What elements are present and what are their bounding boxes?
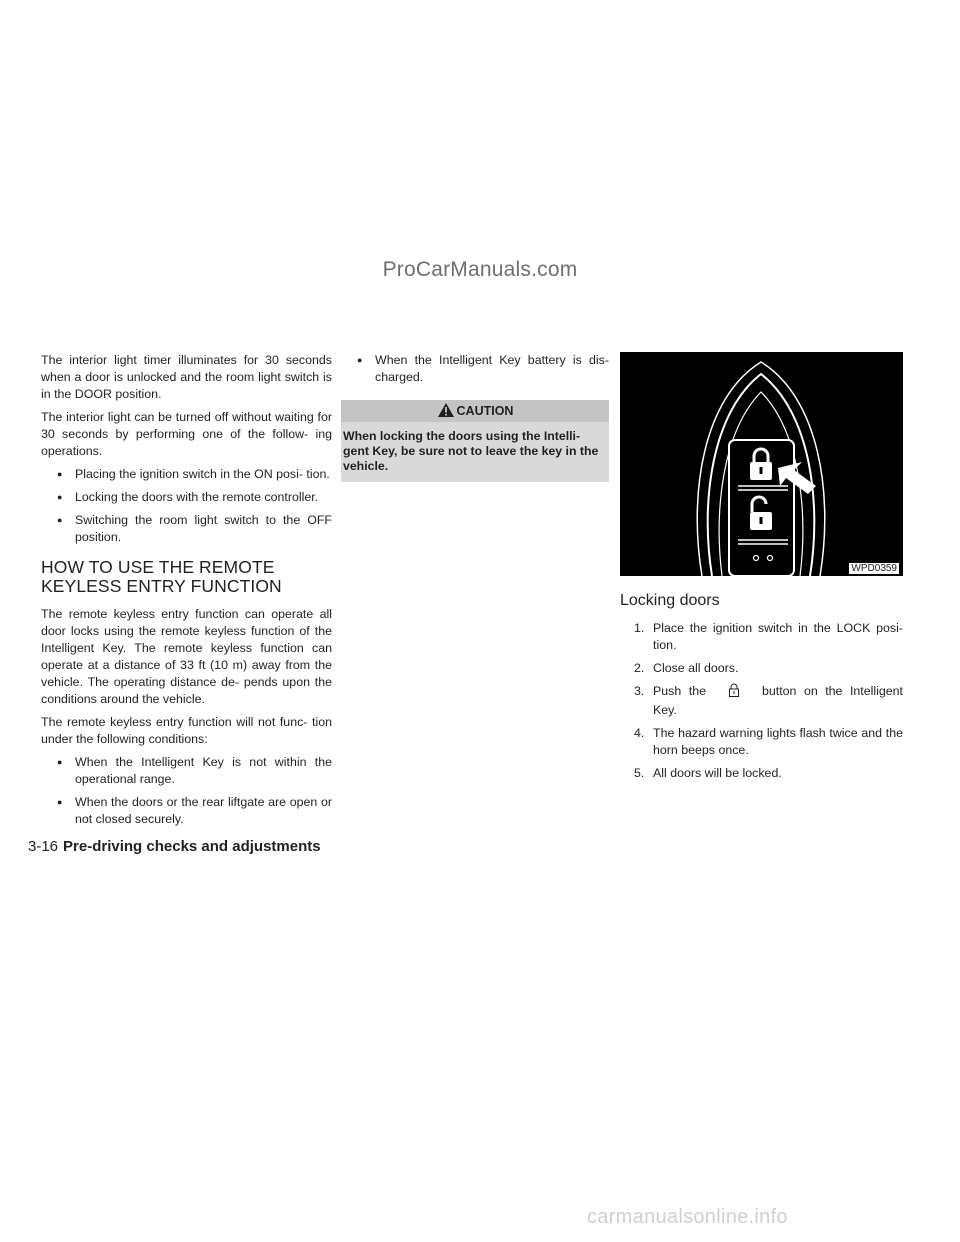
list-item: ● Switching the room light switch to the OFF position. <box>41 512 332 546</box>
lock-button-icon <box>706 683 762 702</box>
page-number: 3-16 <box>28 838 59 855</box>
paragraph-timer: The interior light timer illuminates for 30 seconds when a door is unlocked and the room light switch is in the DOOR position. <box>41 353 332 401</box>
caution-box <box>341 400 609 482</box>
paragraph-turn-off: The interior light can be turned off without waiting for 30 seconds by performing one of the follow- ing operations. <box>41 410 332 458</box>
paragraph-conditions: The remote keyless entry function will not func- tion under the following conditions: <box>41 715 332 746</box>
section-heading: HOW TO USE THE REMOTE KEYLESS ENTRY FUNCTION <box>41 557 282 596</box>
steps-list <box>620 620 903 782</box>
list-item <box>620 725 903 759</box>
caution-header <box>341 400 609 422</box>
step-text: All doors will be locked. <box>653 766 782 780</box>
step-text: The hazard warning lights flash twice and the horn beeps once. <box>653 726 903 757</box>
watermark-bottom: carmanualsonline.info <box>587 1206 788 1228</box>
step-text-before: Push the <box>653 684 706 698</box>
list-item <box>620 765 903 782</box>
intelligent-key-illustration <box>620 352 903 576</box>
step-text: Close all doors. <box>653 661 739 675</box>
column-3 <box>620 352 903 788</box>
figure-label: WPD0359 <box>851 563 897 574</box>
chapter-title: Pre-driving checks and adjustments <box>63 838 321 855</box>
column-1 <box>41 352 332 834</box>
caution-title: CAUTION <box>456 404 514 418</box>
list-item: ● Locking the doors with the remote controller. <box>41 489 332 506</box>
key-figure <box>620 352 903 576</box>
step-text: Place the ignition switch in the LOCK posi- tion. <box>653 621 903 652</box>
list-item: ● When the Intelligent Key is not within the operational range. <box>41 754 332 788</box>
paragraph-remote-keyless: The remote keyless entry function can operate all door locks using the remote keyless function of the Intelligent Key. The remote keyless function can operate at a distance of 33 ft (10 m) away from the vehicle. The operating distance de- pends upon the conditions around the vehicle. <box>41 607 332 706</box>
list-item <box>620 620 903 654</box>
step-text-after: button on the Intelligent Key. <box>653 684 903 717</box>
list-item: ● Placing the ignition switch in the ON posi- tion. <box>41 466 332 483</box>
step-number: 2. <box>634 661 645 675</box>
page-footer <box>28 838 321 856</box>
watermark-top: ProCarManuals.com <box>382 258 578 281</box>
caution-text: When locking the doors using the Intelli- gent Key, be sure not to leave the key in the vehicle. <box>343 429 599 473</box>
subheading-locking-doors: Locking doors <box>620 592 720 609</box>
list-item <box>620 683 903 719</box>
step-number: 4. <box>634 726 645 740</box>
step-number: 3. <box>634 684 645 698</box>
list-item: ● When the Intelligent Key battery is dis- charged. <box>341 352 609 386</box>
step-number: 5. <box>634 766 645 780</box>
list-item: ● When the doors or the rear liftgate are open or not closed securely. <box>41 794 332 828</box>
warning-icon <box>437 402 455 418</box>
column-2 <box>341 352 609 482</box>
step-number: 1. <box>634 621 645 635</box>
list-item <box>620 660 903 677</box>
